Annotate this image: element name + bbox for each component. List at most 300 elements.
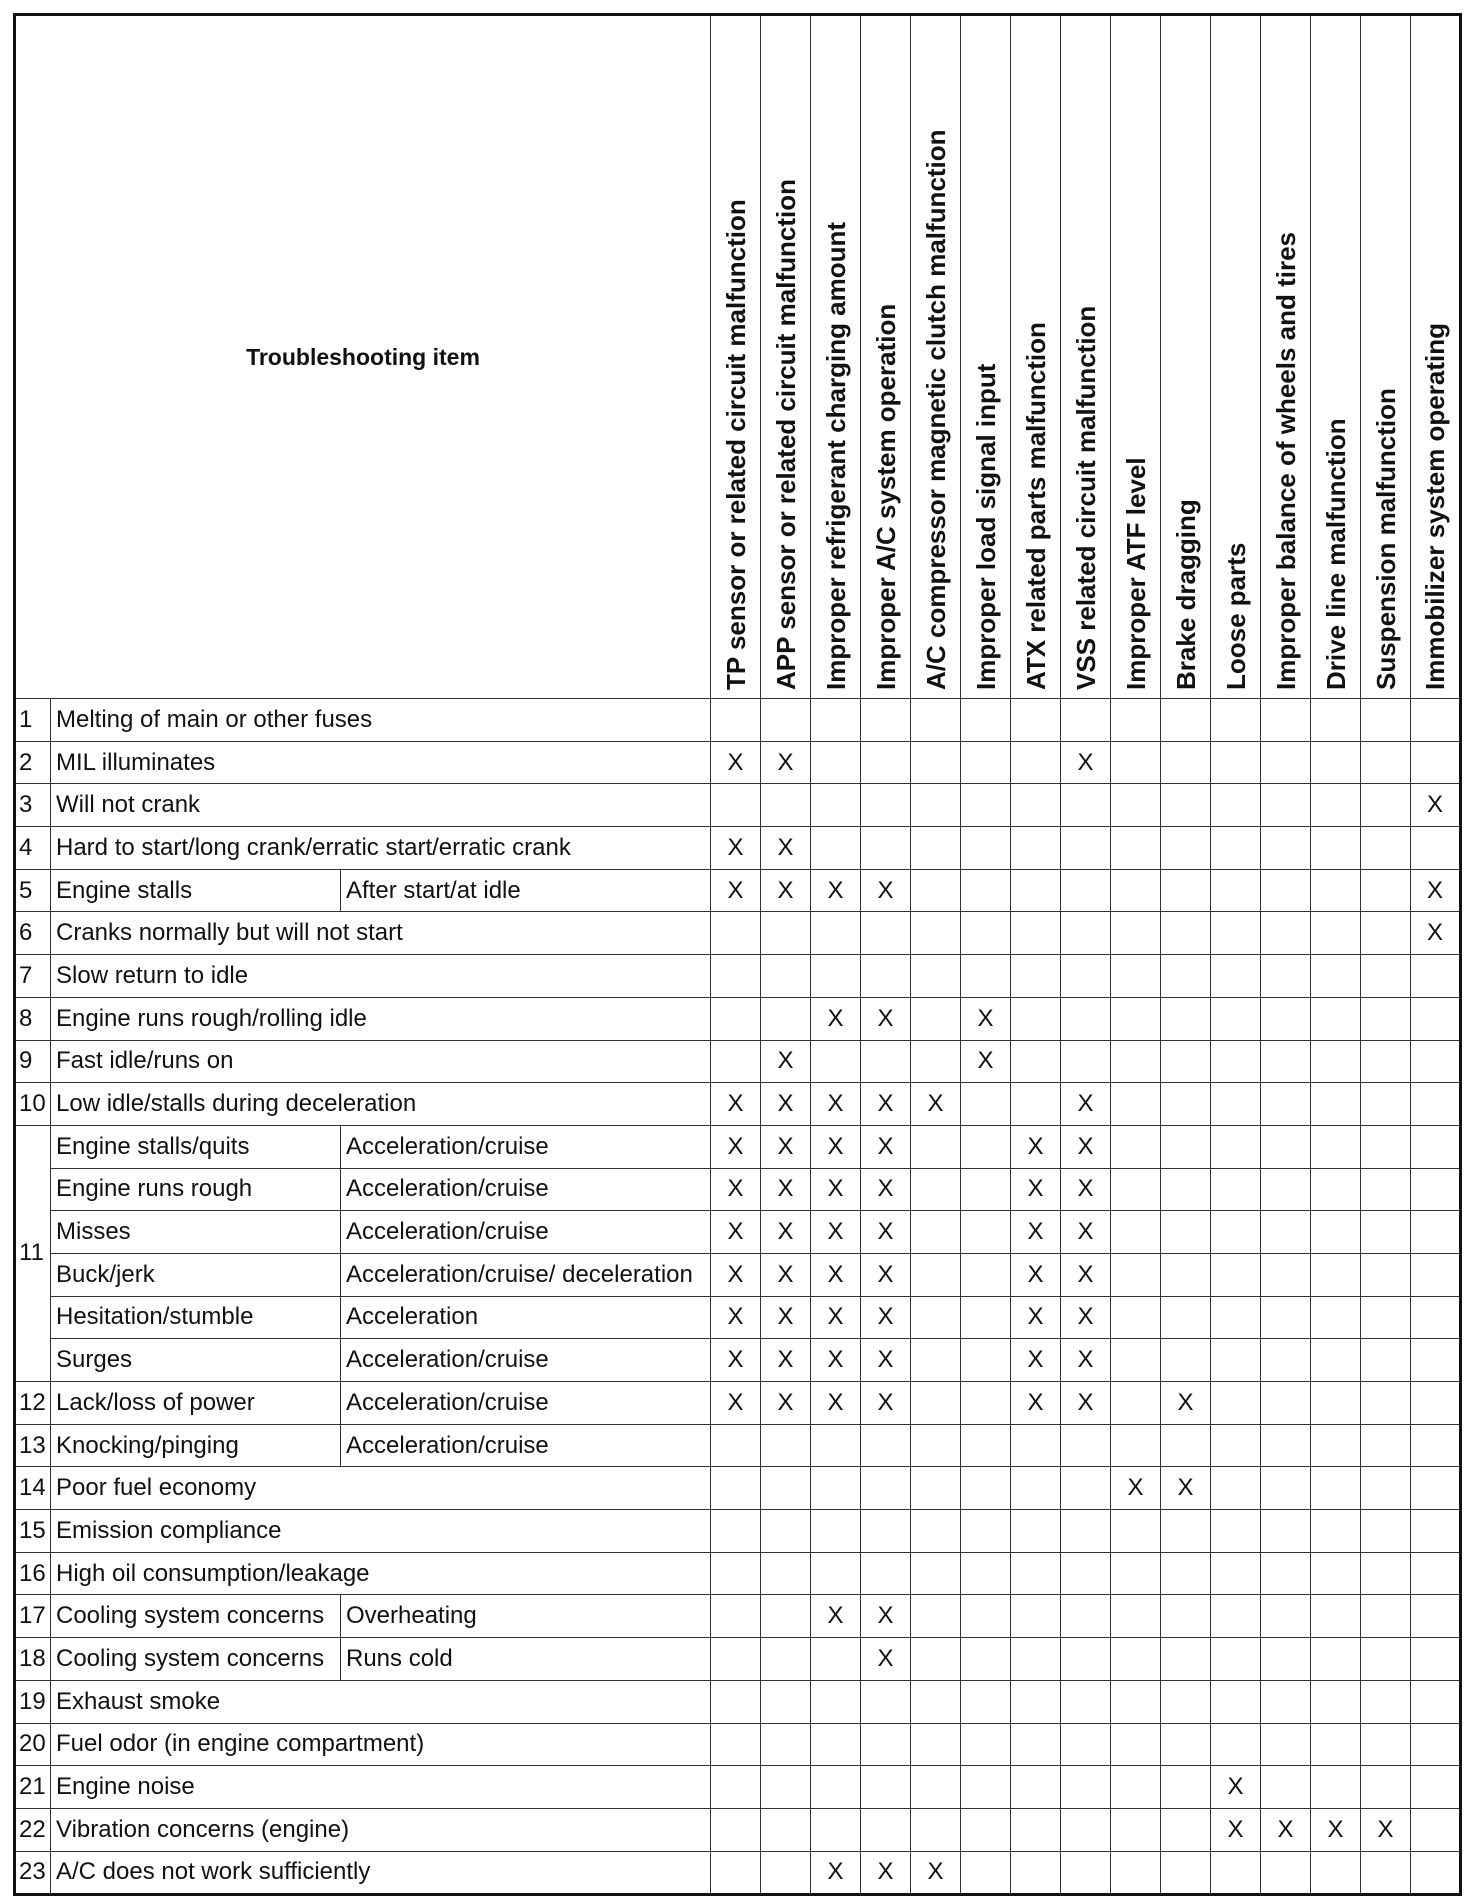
cause-header-label: Suspension malfunction — [1370, 388, 1401, 690]
cause-cell — [761, 1510, 811, 1553]
cause-cell — [961, 1253, 1011, 1296]
cause-cell — [1111, 1083, 1161, 1126]
cause-cell — [1261, 1595, 1311, 1638]
cause-mark: X — [711, 741, 761, 784]
cause-cell — [911, 1211, 961, 1254]
cause-cell — [1411, 997, 1461, 1040]
troubleshooting-item: Buck/jerk — [51, 1253, 341, 1296]
cause-cell — [1111, 741, 1161, 784]
cause-cell — [1361, 827, 1411, 870]
cause-cell — [711, 1680, 761, 1723]
cause-cell — [1111, 1125, 1161, 1168]
cause-cell — [861, 1680, 911, 1723]
cause-cell — [1061, 1851, 1111, 1895]
cause-mark: X — [761, 1168, 811, 1211]
cause-cell — [1311, 1552, 1361, 1595]
cause-mark: X — [1411, 912, 1461, 955]
cause-cell — [1361, 1168, 1411, 1211]
cause-mark: X — [861, 1253, 911, 1296]
cause-cell — [1161, 1510, 1211, 1553]
cause-cell — [1161, 784, 1211, 827]
cause-cell — [861, 1808, 911, 1851]
cause-cell — [1361, 1766, 1411, 1809]
cause-cell — [811, 912, 861, 955]
cause-cell — [811, 1040, 861, 1083]
cause-cell — [1411, 1125, 1461, 1168]
cause-cell — [1261, 1040, 1311, 1083]
cause-mark: X — [861, 1339, 911, 1382]
cause-header — [911, 15, 961, 699]
cause-cell — [1011, 869, 1061, 912]
cause-cell — [1061, 1510, 1111, 1553]
cause-cell — [1061, 1424, 1111, 1467]
cause-mark: X — [1311, 1808, 1361, 1851]
cause-cell — [1261, 1339, 1311, 1382]
cause-cell — [1211, 827, 1261, 870]
cause-mark: X — [1211, 1766, 1261, 1809]
cause-cell — [1411, 1851, 1461, 1895]
cause-cell — [761, 955, 811, 998]
cause-cell — [1211, 1424, 1261, 1467]
cause-mark: X — [1011, 1168, 1061, 1211]
cause-cell — [1111, 1168, 1161, 1211]
table-row — [15, 1040, 1461, 1083]
cause-cell — [1011, 997, 1061, 1040]
table-row — [15, 1808, 1461, 1851]
cause-mark: X — [961, 1040, 1011, 1083]
cause-mark: X — [711, 827, 761, 870]
cause-cell — [1361, 1253, 1411, 1296]
cause-cell — [1411, 1723, 1461, 1766]
troubleshooting-item: Hard to start/long crank/erratic start/erratic crank — [51, 827, 711, 870]
cause-cell — [1011, 827, 1061, 870]
cause-mark: X — [1261, 1808, 1311, 1851]
table-row — [15, 1552, 1461, 1595]
cause-header-label: Improper load signal input — [970, 363, 1001, 690]
condition: Acceleration — [341, 1296, 711, 1339]
cause-mark: X — [1061, 1211, 1111, 1254]
cause-cell — [1161, 1552, 1211, 1595]
cause-cell — [911, 1595, 961, 1638]
cause-header — [1261, 15, 1311, 699]
cause-cell — [1361, 1296, 1411, 1339]
cause-cell — [961, 1766, 1011, 1809]
cause-cell — [711, 955, 761, 998]
cause-cell — [1061, 1595, 1111, 1638]
cause-cell — [811, 699, 861, 742]
cause-cell — [961, 1467, 1011, 1510]
cause-cell — [811, 1723, 861, 1766]
cause-mark: X — [1061, 1253, 1111, 1296]
cause-cell — [961, 1339, 1011, 1382]
cause-cell — [961, 1083, 1011, 1126]
cause-cell — [1211, 1638, 1261, 1681]
cause-cell — [1361, 741, 1411, 784]
cause-cell — [1161, 1211, 1211, 1254]
troubleshooting-item: Low idle/stalls during deceleration — [51, 1083, 711, 1126]
cause-cell — [811, 1808, 861, 1851]
cause-cell — [1261, 1467, 1311, 1510]
cause-mark: X — [861, 1211, 911, 1254]
condition: Acceleration/cruise — [341, 1424, 711, 1467]
cause-cell — [1211, 741, 1261, 784]
cause-cell — [861, 1552, 911, 1595]
cause-mark: X — [711, 1296, 761, 1339]
cause-cell — [911, 1296, 961, 1339]
cause-cell — [1111, 1680, 1161, 1723]
cause-cell — [1311, 1638, 1361, 1681]
cause-mark: X — [1061, 1125, 1111, 1168]
cause-cell — [1361, 1211, 1411, 1254]
row-number: 18 — [15, 1638, 51, 1681]
cause-cell — [1111, 827, 1161, 870]
cause-cell — [811, 1552, 861, 1595]
cause-cell — [1061, 869, 1111, 912]
cause-cell — [711, 1424, 761, 1467]
cause-cell — [761, 699, 811, 742]
cause-mark: X — [761, 869, 811, 912]
cause-header — [1061, 15, 1111, 699]
cause-cell — [1261, 827, 1311, 870]
cause-cell — [1161, 1723, 1211, 1766]
cause-cell — [1011, 784, 1061, 827]
cause-cell — [1211, 1680, 1261, 1723]
cause-cell — [911, 1339, 961, 1382]
cause-cell — [811, 1510, 861, 1553]
row-number: 8 — [15, 997, 51, 1040]
cause-cell — [1011, 1638, 1061, 1681]
cause-cell — [1261, 1424, 1311, 1467]
cause-cell — [1061, 912, 1111, 955]
cause-cell — [911, 1723, 961, 1766]
cause-cell — [1361, 1339, 1411, 1382]
cause-cell — [961, 869, 1011, 912]
cause-cell — [1161, 1253, 1211, 1296]
cause-cell — [961, 699, 1011, 742]
cause-header-label: TP sensor or related circuit malfunction — [720, 199, 751, 690]
cause-cell — [1261, 1083, 1311, 1126]
cause-header — [811, 15, 861, 699]
row-number: 2 — [15, 741, 51, 784]
troubleshooting-item: MIL illuminates — [51, 741, 711, 784]
cause-cell — [961, 1680, 1011, 1723]
cause-cell — [1311, 1083, 1361, 1126]
cause-cell — [861, 699, 911, 742]
row-number: 16 — [15, 1552, 51, 1595]
cause-cell — [1111, 1339, 1161, 1382]
cause-cell — [1411, 1680, 1461, 1723]
cause-cell — [1261, 1552, 1311, 1595]
cause-cell — [1261, 1680, 1311, 1723]
cause-cell — [861, 827, 911, 870]
row-number: 9 — [15, 1040, 51, 1083]
cause-mark: X — [1061, 1296, 1111, 1339]
cause-mark: X — [1061, 1083, 1111, 1126]
cause-mark: X — [911, 1851, 961, 1895]
cause-cell — [1061, 1808, 1111, 1851]
cause-cell — [1111, 1211, 1161, 1254]
table-row — [15, 1424, 1461, 1467]
cause-cell — [1311, 1211, 1361, 1254]
cause-mark: X — [711, 1083, 761, 1126]
cause-cell — [1261, 1723, 1311, 1766]
cause-cell — [1361, 1382, 1411, 1425]
cause-cell — [1411, 1808, 1461, 1851]
row-number: 4 — [15, 827, 51, 870]
cause-cell — [1211, 1211, 1261, 1254]
table-row — [15, 912, 1461, 955]
cause-mark: X — [911, 1083, 961, 1126]
troubleshooting-item: Fast idle/runs on — [51, 1040, 711, 1083]
row-number: 13 — [15, 1424, 51, 1467]
cause-cell — [1361, 1552, 1411, 1595]
cause-mark: X — [861, 1382, 911, 1425]
cause-cell — [811, 1680, 861, 1723]
cause-cell — [1011, 955, 1061, 998]
cause-header — [1311, 15, 1361, 699]
cause-cell — [861, 741, 911, 784]
cause-header-label: Brake dragging — [1170, 499, 1201, 690]
troubleshooting-item: Vibration concerns (engine) — [51, 1808, 711, 1851]
cause-mark: X — [861, 1595, 911, 1638]
cause-cell — [1311, 1424, 1361, 1467]
cause-cell — [1411, 1168, 1461, 1211]
cause-header-label: Improper balance of wheels and tires — [1270, 231, 1301, 690]
cause-cell — [911, 1552, 961, 1595]
cause-cell — [1111, 784, 1161, 827]
cause-cell — [1011, 1851, 1061, 1895]
cause-cell — [961, 784, 1011, 827]
cause-cell — [761, 1424, 811, 1467]
cause-cell — [811, 1638, 861, 1681]
cause-cell — [1061, 827, 1111, 870]
cause-cell — [811, 1424, 861, 1467]
cause-mark: X — [1011, 1339, 1061, 1382]
cause-cell — [1011, 1510, 1061, 1553]
cause-mark: X — [1011, 1125, 1061, 1168]
cause-mark: X — [761, 1211, 811, 1254]
cause-mark: X — [761, 1040, 811, 1083]
cause-header — [711, 15, 761, 699]
cause-mark: X — [811, 1339, 861, 1382]
troubleshooting-item: Cooling system concerns — [51, 1595, 341, 1638]
table-row — [15, 827, 1461, 870]
cause-cell — [1111, 1040, 1161, 1083]
cause-cell — [1161, 869, 1211, 912]
cause-cell — [1161, 1424, 1211, 1467]
cause-mark: X — [711, 1253, 761, 1296]
cause-mark: X — [861, 1125, 911, 1168]
cause-cell — [1411, 1595, 1461, 1638]
cause-cell — [861, 912, 911, 955]
condition: Acceleration/cruise — [341, 1211, 711, 1254]
cause-cell — [911, 1680, 961, 1723]
cause-cell — [1361, 1083, 1411, 1126]
cause-header-label: ATX related parts malfunction — [1020, 322, 1051, 690]
table-row — [15, 1125, 1461, 1168]
cause-mark: X — [761, 1083, 811, 1126]
cause-cell — [761, 1552, 811, 1595]
row-number: 5 — [15, 869, 51, 912]
cause-cell — [911, 1382, 961, 1425]
cause-cell — [1061, 1723, 1111, 1766]
cause-mark: X — [1011, 1382, 1061, 1425]
table-row — [15, 1510, 1461, 1553]
condition: Acceleration/cruise/ deceleration — [341, 1253, 711, 1296]
cause-cell — [1011, 699, 1061, 742]
cause-cell — [1361, 1125, 1411, 1168]
troubleshooting-table — [13, 13, 1462, 1896]
cause-cell — [911, 1510, 961, 1553]
cause-cell — [1261, 784, 1311, 827]
cause-cell — [961, 1382, 1011, 1425]
table-row — [15, 1296, 1461, 1339]
cause-cell — [1161, 912, 1211, 955]
table-row — [15, 741, 1461, 784]
troubleshooting-item: Engine runs rough — [51, 1168, 341, 1211]
cause-cell — [1211, 1851, 1261, 1895]
cause-mark: X — [711, 1125, 761, 1168]
cause-cell — [1161, 1638, 1211, 1681]
cause-cell — [1361, 1680, 1411, 1723]
cause-cell — [1311, 1680, 1361, 1723]
cause-mark: X — [711, 869, 761, 912]
cause-mark: X — [1161, 1382, 1211, 1425]
cause-cell — [1411, 1253, 1461, 1296]
row-number: 10 — [15, 1083, 51, 1126]
row-number: 11 — [15, 1125, 51, 1381]
cause-cell — [1411, 1424, 1461, 1467]
cause-cell — [911, 1253, 961, 1296]
cause-header — [1011, 15, 1061, 699]
cause-mark: X — [1411, 784, 1461, 827]
cause-mark: X — [961, 997, 1011, 1040]
cause-cell — [1211, 784, 1261, 827]
cause-mark: X — [1161, 1467, 1211, 1510]
cause-cell — [911, 1638, 961, 1681]
cause-mark: X — [711, 1339, 761, 1382]
cause-mark: X — [761, 1296, 811, 1339]
cause-cell — [1161, 827, 1211, 870]
cause-cell — [711, 1467, 761, 1510]
cause-cell — [711, 1766, 761, 1809]
cause-cell — [1261, 955, 1311, 998]
cause-mark: X — [711, 1211, 761, 1254]
table-row — [15, 997, 1461, 1040]
cause-cell — [961, 1424, 1011, 1467]
cause-cell — [1211, 1382, 1261, 1425]
cause-cell — [1311, 1168, 1361, 1211]
condition: After start/at idle — [341, 869, 711, 912]
cause-cell — [1111, 912, 1161, 955]
cause-mark: X — [1111, 1467, 1161, 1510]
cause-cell — [1161, 955, 1211, 998]
cause-cell — [1011, 741, 1061, 784]
cause-cell — [861, 1723, 911, 1766]
cause-cell — [1311, 1595, 1361, 1638]
cause-cell — [1311, 1851, 1361, 1895]
cause-mark: X — [811, 1851, 861, 1895]
cause-cell — [711, 1808, 761, 1851]
cause-cell — [1011, 1680, 1061, 1723]
row-number: 12 — [15, 1382, 51, 1425]
cause-header — [1361, 15, 1411, 699]
cause-cell — [711, 1638, 761, 1681]
row-number: 15 — [15, 1510, 51, 1553]
cause-cell — [1211, 1253, 1261, 1296]
cause-header — [861, 15, 911, 699]
condition: Acceleration/cruise — [341, 1125, 711, 1168]
cause-cell — [1361, 699, 1411, 742]
cause-cell — [911, 1467, 961, 1510]
cause-cell — [1261, 869, 1311, 912]
cause-cell — [1261, 1382, 1311, 1425]
cause-cell — [1161, 1296, 1211, 1339]
cause-cell — [961, 827, 1011, 870]
cause-cell — [1111, 1510, 1161, 1553]
cause-cell — [711, 1723, 761, 1766]
cause-cell — [1411, 1211, 1461, 1254]
cause-cell — [1211, 912, 1261, 955]
cause-mark: X — [811, 869, 861, 912]
row-number: 14 — [15, 1467, 51, 1510]
cause-cell — [811, 827, 861, 870]
row-number: 20 — [15, 1723, 51, 1766]
table-row — [15, 1339, 1461, 1382]
cause-header-label: Improper ATF level — [1120, 457, 1151, 690]
table-row — [15, 1211, 1461, 1254]
cause-header — [1161, 15, 1211, 699]
cause-cell — [811, 1467, 861, 1510]
cause-cell — [1211, 1168, 1261, 1211]
row-number: 17 — [15, 1595, 51, 1638]
troubleshooting-item: Lack/loss of power — [51, 1382, 341, 1425]
cause-cell — [961, 1638, 1011, 1681]
cause-cell — [1261, 699, 1311, 742]
cause-cell — [711, 912, 761, 955]
cause-cell — [911, 784, 961, 827]
cause-cell — [1161, 1808, 1211, 1851]
cause-cell — [761, 1467, 811, 1510]
cause-cell — [861, 1467, 911, 1510]
cause-cell — [1161, 1040, 1211, 1083]
troubleshooting-item: Hesitation/stumble — [51, 1296, 341, 1339]
table-row — [15, 1723, 1461, 1766]
cause-mark: X — [861, 1083, 911, 1126]
cause-header — [1211, 15, 1261, 699]
table-row — [15, 1638, 1461, 1681]
cause-cell — [1061, 1766, 1111, 1809]
table-row — [15, 699, 1461, 742]
row-number: 22 — [15, 1808, 51, 1851]
cause-cell — [1011, 1040, 1061, 1083]
cause-cell — [911, 1424, 961, 1467]
cause-cell — [1411, 1339, 1461, 1382]
cause-cell — [1411, 827, 1461, 870]
cause-cell — [1211, 1552, 1261, 1595]
cause-header-label: Improper A/C system operation — [870, 303, 901, 690]
cause-cell — [1011, 1424, 1061, 1467]
cause-cell — [1411, 1382, 1461, 1425]
cause-cell — [1111, 1851, 1161, 1895]
row-number: 21 — [15, 1766, 51, 1809]
cause-cell — [1211, 1040, 1261, 1083]
troubleshooting-item: Engine stalls — [51, 869, 341, 912]
troubleshooting-item: Surges — [51, 1339, 341, 1382]
cause-cell — [1411, 1766, 1461, 1809]
cause-cell — [711, 1851, 761, 1895]
cause-cell — [1161, 1766, 1211, 1809]
